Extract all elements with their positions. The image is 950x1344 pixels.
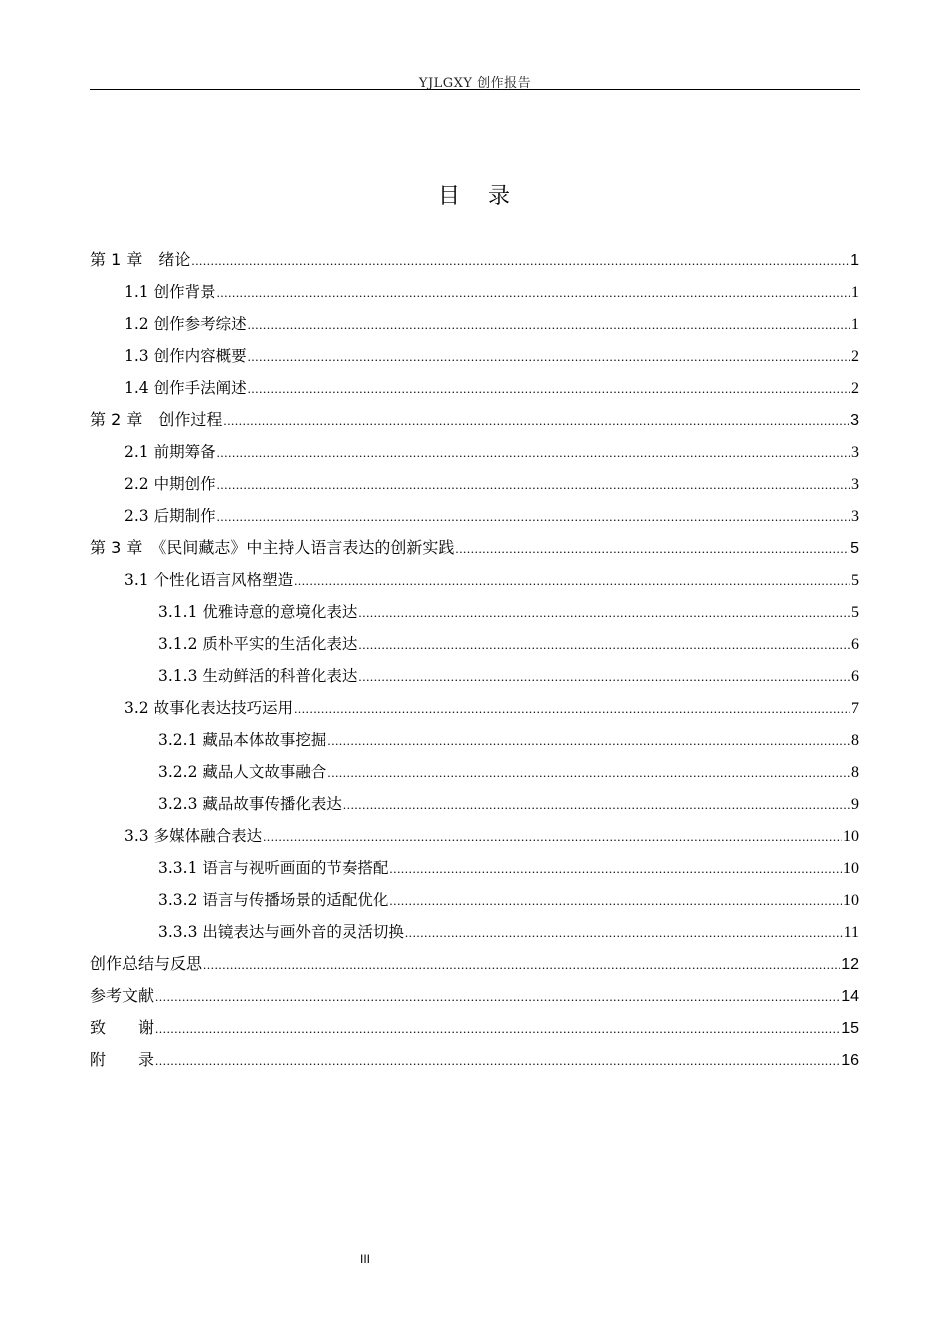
toc-entry-label: 3.1 个性化语言风格塑造 [124,571,294,589]
toc-dot-leader [191,245,849,277]
toc-entry-page: 5 [851,572,859,589]
toc-entry-page: 3 [851,508,859,525]
toc-entry-label: 3.1.2 质朴平实的生活化表达 [158,635,358,653]
toc-entry-label: 第 3 章 《民间藏志》中主持人语言表达的创新实践 [90,538,455,557]
toc-dot-leader [203,949,840,981]
toc-entry-page: 15 [841,1020,859,1037]
toc-entry[interactable] [90,820,859,852]
toc-dot-leader [155,981,840,1013]
toc-entry[interactable] [90,1044,859,1076]
toc-entry[interactable] [90,1012,859,1044]
toc-entry-label: 第 1 章 绪论 [90,250,191,269]
toc-dot-leader [217,437,850,469]
toc-title-part2: 录 [488,184,513,209]
toc-entry-page: 7 [851,700,859,717]
toc-dot-leader [294,565,850,597]
toc-dot-leader [358,597,850,629]
toc-dot-leader [405,917,843,949]
toc-entry[interactable] [90,724,859,756]
toc-entry[interactable] [90,500,859,532]
toc-entry[interactable] [90,660,859,692]
toc-entry-page: 9 [851,796,859,813]
toc-entry[interactable] [90,884,859,916]
toc-entry-label: 3.2.3 藏品故事传播化表达 [158,795,342,813]
toc-entry-page: 2 [851,348,859,365]
toc-entry-page: 6 [851,636,859,653]
toc-entry[interactable] [90,244,859,276]
toc-entry-page: 1 [851,316,859,333]
toc-entry[interactable] [90,980,859,1012]
toc-entry[interactable] [90,308,859,340]
toc-entry-page: 1 [851,284,859,301]
toc-entry[interactable] [90,340,859,372]
toc-dot-leader [358,629,850,661]
toc-entry-page: 3 [851,444,859,461]
toc-dot-leader [358,661,850,693]
toc-entry-page: 11 [843,924,859,941]
toc-entry-label: 3.3 多媒体融合表达 [124,827,263,845]
toc-dot-leader [389,853,842,885]
toc-entry-page: 3 [850,412,859,429]
toc-dot-leader [155,1013,840,1045]
toc-entry-label: 3.3.3 出镜表达与画外音的灵活切换 [158,923,404,941]
toc-entry[interactable] [90,372,859,404]
toc-dot-leader [455,533,849,565]
toc-dot-leader [155,1045,840,1077]
header-rule [90,89,860,90]
toc-entry-label: 3.3.1 语言与视听画面的节奏搭配 [158,859,389,877]
toc-entry[interactable] [90,628,859,660]
toc-entry-page: 3 [851,476,859,493]
toc-entry-page: 10 [843,828,859,845]
toc-dot-leader [248,309,850,341]
toc-entry-page: 1 [850,252,859,269]
toc-entry-label: 3.3.2 语言与传播场景的适配优化 [158,891,389,909]
toc-title [0,179,950,210]
toc-entry-label: 1.4 创作手法阐述 [124,379,247,397]
toc-entry-label: 致 谢 [90,1018,155,1037]
toc-entry-label: 3.1.1 优雅诗意的意境化表达 [158,603,358,621]
toc-entry[interactable] [90,916,859,948]
toc-entry-page: 10 [843,892,859,909]
toc-entry-label: 3.2.2 藏品人文故事融合 [158,763,327,781]
toc-dot-leader [217,469,850,501]
toc-entry-label: 3.2 故事化表达技巧运用 [124,699,294,717]
toc-entry-label: 1.3 创作内容概要 [124,347,247,365]
toc-entry-label: 1.1 创作背景 [124,283,216,301]
toc-entry[interactable] [90,436,859,468]
toc-entry[interactable] [90,692,859,724]
toc-entry-page: 2 [851,380,859,397]
toc-entry-label: 附 录 [90,1050,155,1069]
toc-dot-leader [343,789,850,821]
toc-entry-page: 12 [841,956,859,973]
toc-entry-page: 5 [851,604,859,621]
toc-dot-leader [389,885,842,917]
toc-entry-label: 第 2 章 创作过程 [90,410,223,429]
toc-entry[interactable] [90,532,859,564]
toc-entry-label: 参考文献 [90,986,155,1005]
toc-entry[interactable] [90,596,859,628]
toc-entry[interactable] [90,852,859,884]
toc-entry-label: 3.1.3 生动鲜活的科普化表达 [158,667,358,685]
toc-entry-page: 6 [851,668,859,685]
toc-dot-leader [223,405,849,437]
toc-entry[interactable] [90,756,859,788]
toc-title-part1: 目 [437,184,462,209]
running-header: YJLGXY 创作报告 [418,76,532,91]
toc-entry-page: 16 [841,1052,859,1069]
toc-entry[interactable] [90,468,859,500]
toc-entry[interactable] [90,276,859,308]
toc-entry-label: 1.2 创作参考综述 [124,315,247,333]
toc-dot-leader [217,277,850,309]
toc-dot-leader [248,341,850,373]
toc-entry[interactable] [90,404,859,436]
toc-dot-leader [327,757,850,789]
toc-entry-page: 5 [850,540,859,557]
toc-dot-leader [248,373,850,405]
toc-dot-leader [217,501,850,533]
table-of-contents [90,244,859,1076]
toc-entry-label: 2.1 前期筹备 [124,443,216,461]
toc-entry-label: 3.2.1 藏品本体故事挖掘 [158,731,327,749]
toc-entry-page: 8 [851,732,859,749]
toc-dot-leader [327,725,850,757]
toc-entry-page: 8 [851,764,859,781]
toc-entry[interactable] [90,948,859,980]
toc-entry-page: 14 [841,988,859,1005]
toc-entry-label: 2.2 中期创作 [124,475,216,493]
page-number: III [359,1252,370,1266]
toc-dot-leader [294,693,850,725]
toc-entry-label: 创作总结与反思 [90,954,203,973]
toc-entry[interactable] [90,564,859,596]
toc-entry-page: 10 [843,860,859,877]
toc-entry-label: 2.3 后期制作 [124,507,216,525]
toc-entry[interactable] [90,788,859,820]
toc-dot-leader [263,821,842,853]
